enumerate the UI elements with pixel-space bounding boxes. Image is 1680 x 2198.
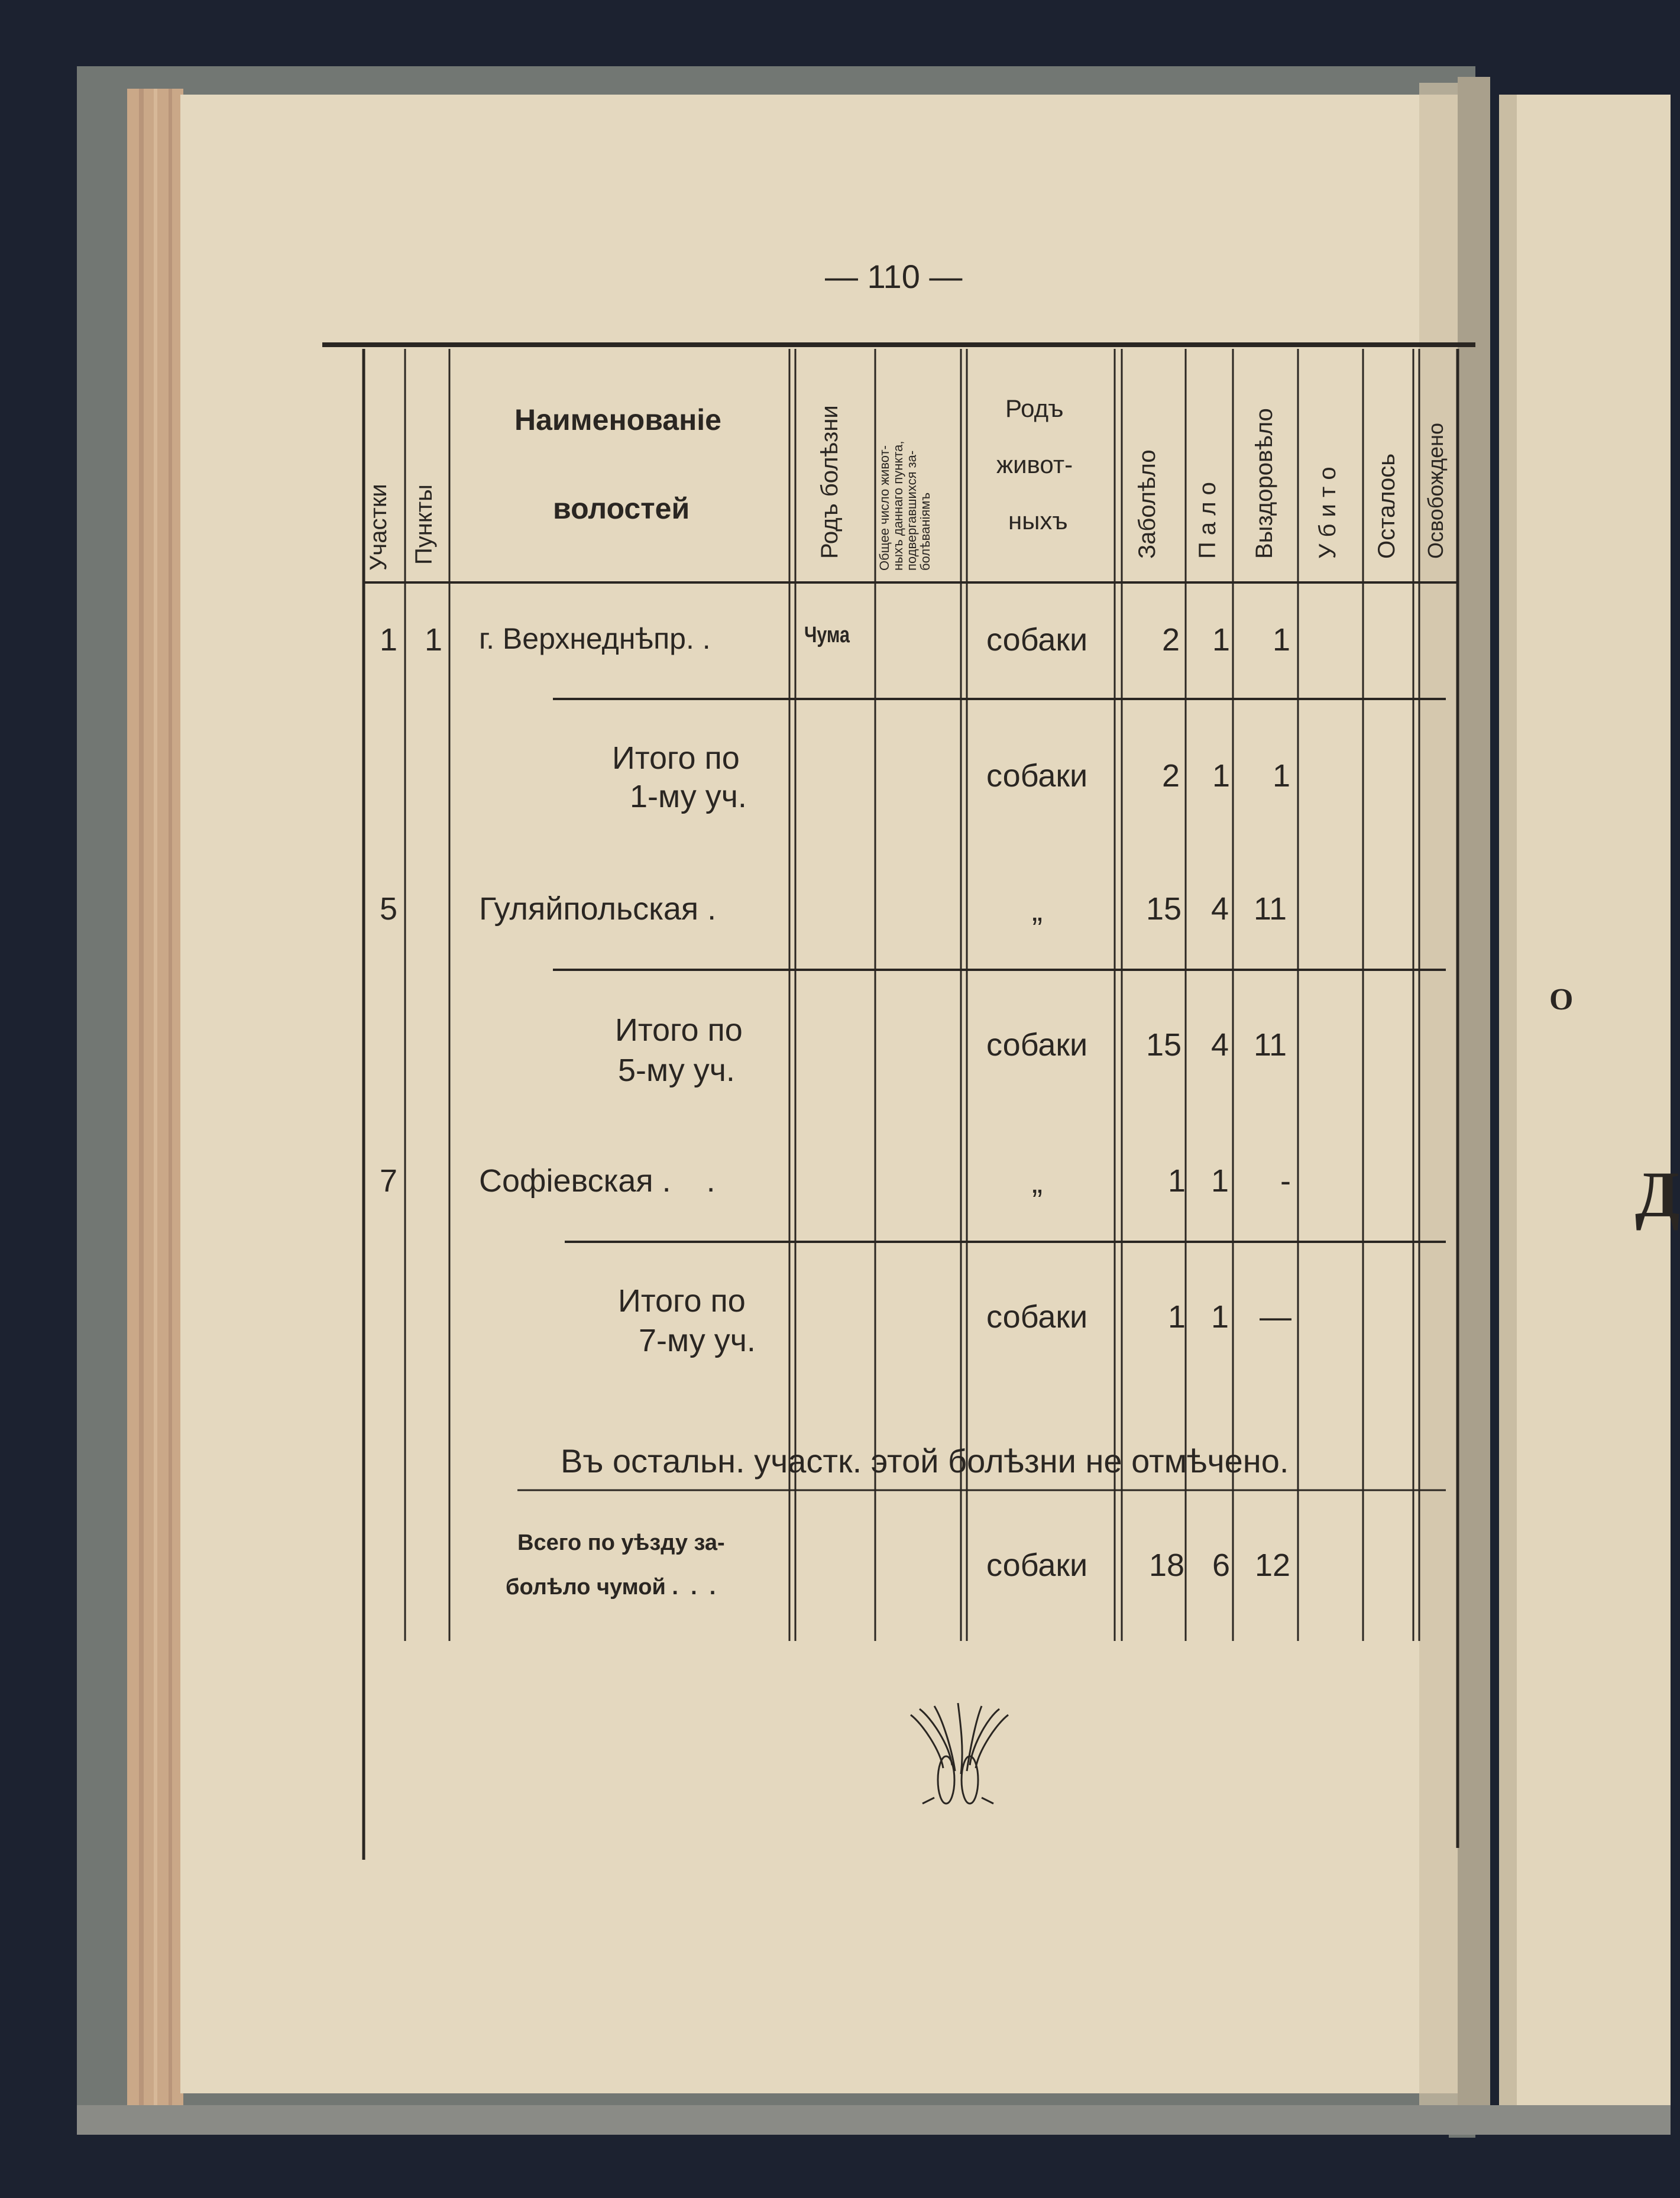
- header-vyzdorovelo: Выздоровѣло: [1251, 408, 1277, 559]
- header-punkty: Пункты: [411, 484, 437, 565]
- row1-disease: Чума: [804, 623, 850, 648]
- header-rod-line2: живот-: [996, 451, 1073, 478]
- row4-name-line2: 5-му уч.: [618, 1053, 735, 1088]
- row6-name-line2: 7-му уч.: [639, 1323, 756, 1358]
- header-volostey: волостей: [553, 492, 690, 525]
- row6-vyzdorovelo: —: [1260, 1299, 1291, 1335]
- total-animal: собаки: [986, 1548, 1088, 1583]
- header-ostalos: Осталось: [1374, 453, 1400, 559]
- row6-animal: собаки: [986, 1299, 1088, 1335]
- row2-zabolelo: 2: [1162, 758, 1180, 794]
- header-obshchee-line2: ныхъ даннаго пункта,: [891, 441, 906, 571]
- header-naimenovanie: Наименованіе: [514, 403, 721, 436]
- row4-vyzdorovelo: 11: [1254, 1027, 1287, 1063]
- row2-vyzdorovelo: 1: [1273, 758, 1291, 794]
- row2-palo: 1: [1212, 758, 1231, 794]
- header-obshchee-line3: подвергавшихся за-: [904, 450, 920, 571]
- header-ubito: У б и т о: [1315, 467, 1341, 559]
- total-name-line2: болѣло чумой . . .: [506, 1575, 716, 1600]
- header-osvobozhdeno: Освобождено: [1423, 423, 1448, 559]
- right-page-fragment-d: Д: [1635, 1158, 1680, 1231]
- row1-punkt: 1: [425, 622, 443, 658]
- page-number: — 110 —: [825, 258, 963, 295]
- row3-name: Гуляйпольская .: [479, 891, 717, 927]
- row3-palo: 4: [1211, 891, 1229, 927]
- row1-name: г. Верхнеднѣпр. .: [479, 622, 711, 655]
- row1-uchastok: 1: [380, 622, 398, 658]
- row6-palo: 1: [1211, 1299, 1229, 1335]
- header-palo: П а л о: [1195, 482, 1221, 559]
- header-zabolelo: Заболѣло: [1134, 449, 1160, 559]
- header-uchastki: Участки: [365, 484, 391, 571]
- row4-animal: собаки: [986, 1027, 1088, 1063]
- row5-zabolelo: 1: [1168, 1163, 1186, 1199]
- header-obshchee-line4: болѣваніямъ: [918, 492, 933, 571]
- row1-zabolelo: 2: [1162, 622, 1180, 658]
- total-name-line1: Всего по уѣзду за-: [517, 1530, 725, 1555]
- row5-animal: „: [1032, 1164, 1043, 1200]
- row1-vyzdorovelo: 1: [1273, 622, 1291, 658]
- row1-animal: собаки: [986, 622, 1088, 658]
- row2-name-line1: Итого по: [612, 740, 740, 776]
- total-palo: 6: [1212, 1548, 1231, 1583]
- header-rod-bolezni: Родъ болѣзни: [817, 405, 843, 559]
- row3-vyzdorovelo: 11: [1254, 891, 1287, 927]
- row5-name: Софіевская . .: [479, 1163, 716, 1199]
- row4-name-line1: Итого по: [615, 1012, 743, 1048]
- row3-uchastok: 5: [380, 891, 398, 927]
- row3-animal: „: [1032, 892, 1043, 928]
- row6-zabolelo: 1: [1168, 1299, 1186, 1335]
- header-obshchee-chislo: [878, 441, 932, 571]
- row3-zabolelo: 15: [1146, 891, 1182, 927]
- header-rod-line3: ныхъ: [1008, 507, 1068, 535]
- row2-name-line2: 1-му уч.: [630, 779, 747, 814]
- row4-palo: 4: [1211, 1027, 1229, 1063]
- total-zabolelo: 18: [1149, 1548, 1185, 1583]
- row6-name-line1: Итого по: [618, 1283, 746, 1319]
- row5-vyzdorovelo: -: [1280, 1163, 1291, 1199]
- note-not-recorded: Въ остальн. участк. этой болѣзни не отмѣчено.: [561, 1442, 1289, 1480]
- row4-zabolelo: 15: [1146, 1027, 1182, 1063]
- row1-palo: 1: [1212, 622, 1231, 658]
- row5-palo: 1: [1211, 1163, 1229, 1199]
- header-obshchee-line1: Общее число живот-: [877, 445, 892, 571]
- row2-animal: собаки: [986, 758, 1088, 794]
- header-rod-line1: Родъ: [1005, 394, 1064, 422]
- row5-uchastok: 7: [380, 1163, 398, 1199]
- right-page-fragment-o: О: [1549, 983, 1574, 1017]
- total-vyzdorovelo: 12: [1255, 1548, 1291, 1583]
